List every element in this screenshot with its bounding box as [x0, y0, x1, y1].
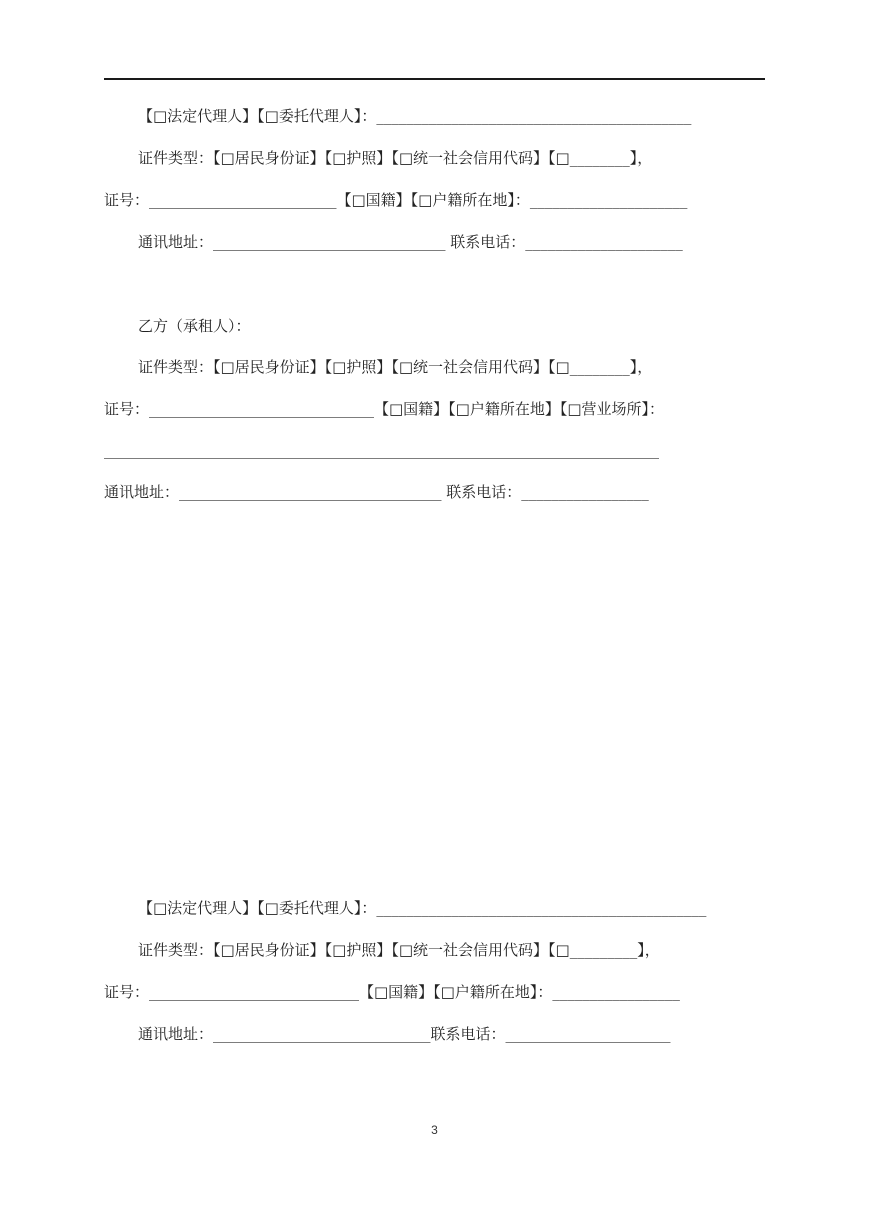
id-number-line-3: 证号：____________________________【□国籍】【□户籍所在地】：_________________ [104, 983, 680, 1001]
id-type-line-3: 证件类型：【□居民身份证】【□护照】【□统一社会信用代码】【□_________】， [138, 941, 660, 959]
contact-line-1: 通讯地址：_______________________________ 联系电话：_____________________ [138, 233, 683, 251]
blank-line: __________________________________________________________________________ [104, 441, 659, 459]
id-number-line-2: 证号：______________________________【□国籍】【□户籍所在地】【□营业场所】： [104, 400, 665, 418]
id-number-line-1: 证号：_________________________【□国籍】【□户籍所在地】：_____________________ [104, 191, 688, 209]
page-number: 3 [431, 1123, 438, 1137]
id-type-line-2: 证件类型：【□居民身份证】【□护照】【□统一社会信用代码】【□________】， [138, 358, 653, 376]
agent-type-line-1: 【□法定代理人】【□委托代理人】：__________________________________________ [138, 107, 692, 125]
header-rule [104, 78, 765, 80]
contact-line-2: 通讯地址：___________________________________ 联系电话：_________________ [104, 483, 649, 501]
agent-type-line-2: 【□法定代理人】【□委托代理人】：____________________________________________ [138, 899, 707, 917]
id-type-line-1: 证件类型：【□居民身份证】【□护照】【□统一社会信用代码】【□________】， [138, 149, 653, 167]
contact-line-3: 通讯地址：_____________________________联系电话：______________________ [138, 1025, 671, 1043]
party-b-heading: 乙方（承租人）： [138, 317, 251, 335]
